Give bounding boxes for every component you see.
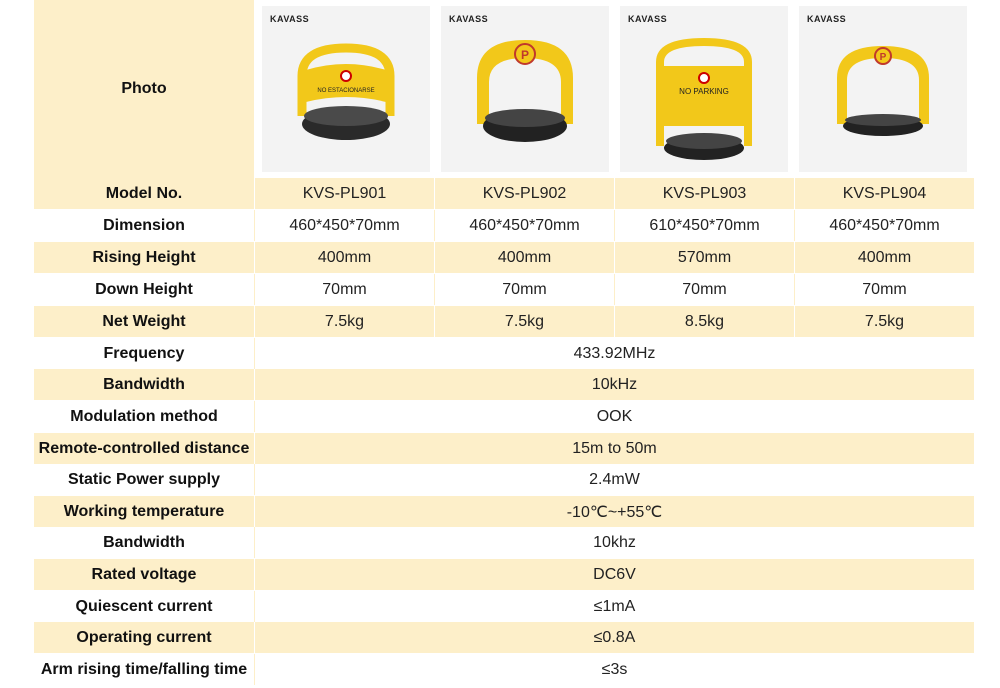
row-modulation (34, 401, 974, 432)
cell-value: -10℃~+55℃ (566, 503, 663, 521)
cell-value: 70mm (255, 274, 435, 305)
row-bandwidth (34, 369, 974, 400)
parking-lock-pl904-image (799, 6, 967, 172)
cell-value: 400mm (435, 242, 615, 273)
row-frequency (34, 338, 974, 369)
cell-value: ≤1mA (593, 597, 636, 615)
cell-value: 8.5kg (615, 306, 795, 337)
cell-value: 7.5kg (864, 312, 905, 330)
row-arm-time (34, 654, 974, 685)
cell-value: KVS-PL901 (255, 178, 435, 209)
row-rising-height (34, 242, 974, 273)
cell-value: 2.4mW (589, 470, 640, 488)
row-working-temperature (34, 496, 974, 527)
row-quiescent-current (34, 591, 974, 622)
brand-logo: KAVASS (449, 14, 489, 24)
row-label: Static Power supply (34, 464, 255, 495)
cell-value: KVS-PL902 (435, 178, 615, 209)
cell-value: 10kHz (591, 375, 638, 393)
cell-value: KVS-PL904 (842, 184, 927, 202)
cell-value: ≤3s (601, 660, 628, 678)
cell-value: 400mm (857, 248, 912, 266)
cell-value: 460*450*70mm (255, 210, 435, 241)
product-photo-pl904 (799, 6, 967, 172)
cell-value: 460*450*70mm (435, 210, 615, 241)
cell-value: KVS-PL903 (615, 178, 795, 209)
cell-value: 70mm (862, 280, 907, 298)
parking-lock-pl903-image (620, 6, 788, 172)
cell-value: 70mm (435, 274, 615, 305)
cell-value: 15m to 50m (572, 439, 657, 457)
row-label: Remote-controlled distance (34, 433, 255, 464)
row-label: Dimension (34, 210, 255, 241)
row-label: Model No. (34, 178, 255, 209)
brand-logo: KAVASS (807, 14, 847, 24)
row-label: Net Weight (34, 306, 255, 337)
photo-row (34, 0, 974, 178)
parking-lock-pl901-image (262, 6, 430, 172)
cell-value: 400mm (255, 242, 435, 273)
row-bandwidth-2 (34, 527, 974, 558)
cell-value: 433.92MHz (573, 344, 656, 362)
cell-value: 70mm (615, 274, 795, 305)
row-label: Working temperature (34, 496, 255, 527)
svg-text:P: P (879, 52, 887, 63)
row-model (34, 178, 974, 209)
cell-value: 570mm (615, 242, 795, 273)
sign-text: NO ESTACIONARSE (317, 88, 375, 94)
row-label: Frequency (34, 338, 255, 369)
cell-value: OOK (596, 407, 633, 425)
cell-value: 10khz (593, 533, 636, 551)
svg-text:P: P (520, 48, 530, 62)
row-operating-current (34, 622, 974, 653)
brand-logo: KAVASS (628, 14, 668, 24)
row-static-power (34, 464, 974, 495)
photo-label: Photo (34, 0, 254, 178)
row-net-weight (34, 306, 974, 337)
cell-value: ≤0.8A (593, 628, 636, 646)
cell-value: 460*450*70mm (829, 216, 940, 234)
row-label: Operating current (34, 622, 255, 653)
row-label: Rising Height (34, 242, 255, 273)
product-photo-pl903 (620, 6, 788, 172)
cell-value: 610*450*70mm (615, 210, 795, 241)
row-label: Arm rising time/falling time (34, 654, 255, 685)
cell-value: DC6V (593, 565, 636, 583)
brand-logo: KAVASS (270, 14, 310, 24)
cell-value: 7.5kg (255, 306, 435, 337)
row-label: Quiescent current (34, 591, 255, 622)
row-rated-voltage (34, 559, 974, 590)
row-label: Bandwidth (34, 527, 255, 558)
product-photo-pl902 (441, 6, 609, 172)
row-dimension (34, 210, 974, 241)
sign-text: NO PARKING (679, 87, 729, 96)
row-label: Rated voltage (34, 559, 255, 590)
row-label: Modulation method (34, 401, 255, 432)
row-label: Bandwidth (34, 369, 255, 400)
row-down-height (34, 274, 974, 305)
parking-lock-pl902-image (441, 6, 609, 172)
row-label: Down Height (34, 274, 255, 305)
cell-value: 7.5kg (435, 306, 615, 337)
product-photo-pl901 (262, 6, 430, 172)
row-remote-distance (34, 433, 974, 464)
